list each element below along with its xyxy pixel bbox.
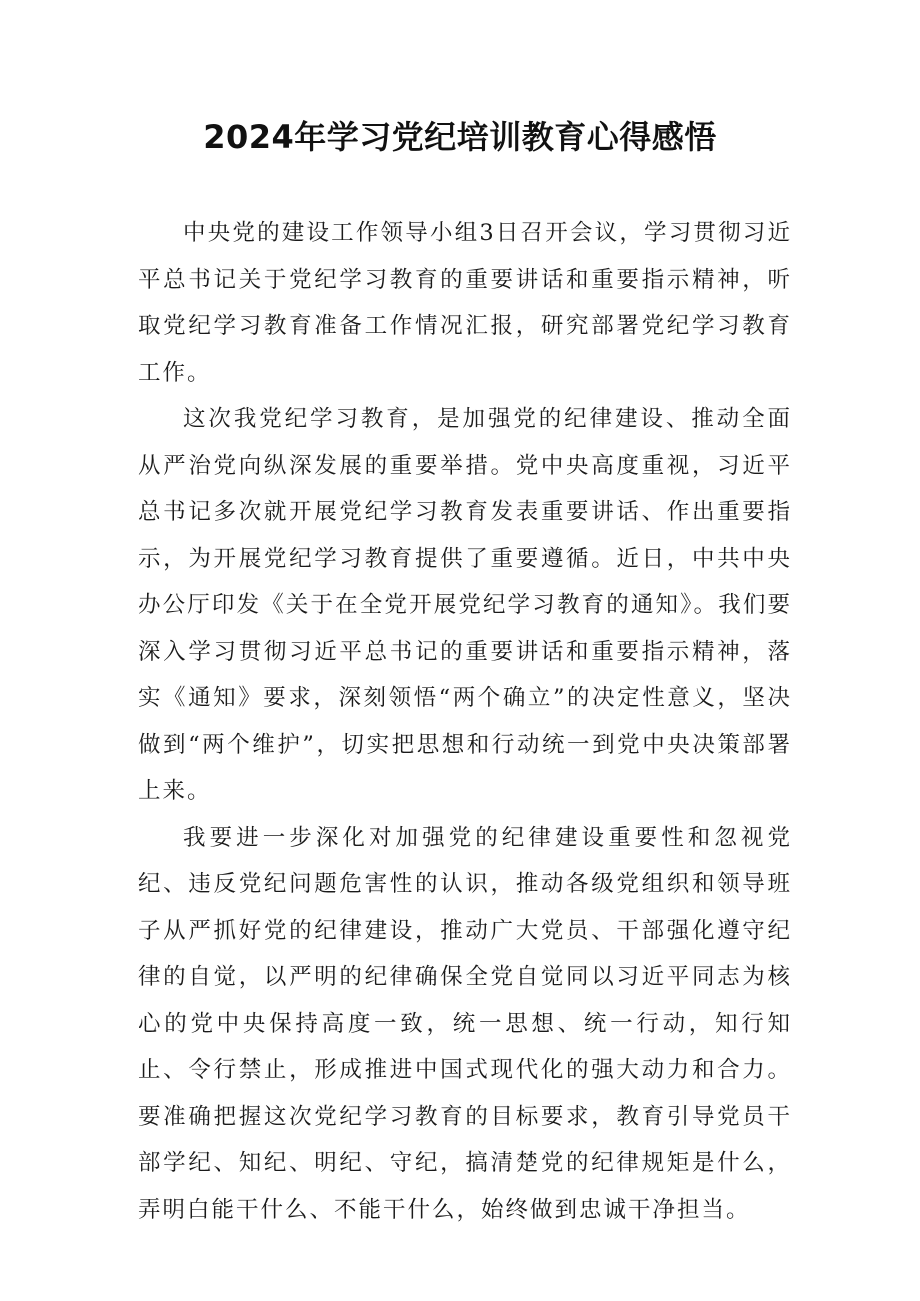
paragraph-1: 中央党的建设工作领导小组3日召开会议，学习贯彻习近平总书记关于党纪学习教育的重要讲话和重要指示精神，听取党纪学习教育准备工作情况汇报，研究部署党纪学习教育工作。 xyxy=(138,220,792,386)
document-title: 2024年学习党纪培训教育心得感悟 xyxy=(203,118,717,156)
document-body xyxy=(138,210,792,1233)
paragraph-3: 我要进一步深化对加强党的纪律建设重要性和忽视党纪、违反党纪问题危害性的认识，推动各级党组织和领导班子从严抓好党的纪律建设，推动广大党员、干部强化遵守纪律的自觉，以严明的纪律确保全党自觉同以习近平同志为核心的党中央保持高度一致，统一思想、统一行动，知行知止、令行禁止，形成推进中国式现代化的强大动力和合力。要准确把握这次党纪学习教育的目标要求，教育引导党员干部学纪、知纪、明纪、守纪，搞清楚党的纪律规矩是什么，弄明白能干什么、不能干什么，始终做到忠诚干净担当。 xyxy=(138,824,792,1223)
paragraph-2: 这次我党纪学习教育，是加强党的纪律建设、推动全面从严治党向纵深发展的重要举措。党中央高度重视，习近平总书记多次就开展党纪学习教育发表重要讲话、作出重要指示，为开展党纪学习教育提供了重要遵循。近日，中共中央办公厅印发《关于在全党开展党纪学习教育的通知》。我们要深入学习贯彻习近平总书记的重要讲话和重要指示精神，落实《通知》要求，深刻领悟“两个确立”的决定性意义，坚决做到“两个维护”，切实把思想和行动统一到党中央决策部署上来。 xyxy=(138,406,792,804)
